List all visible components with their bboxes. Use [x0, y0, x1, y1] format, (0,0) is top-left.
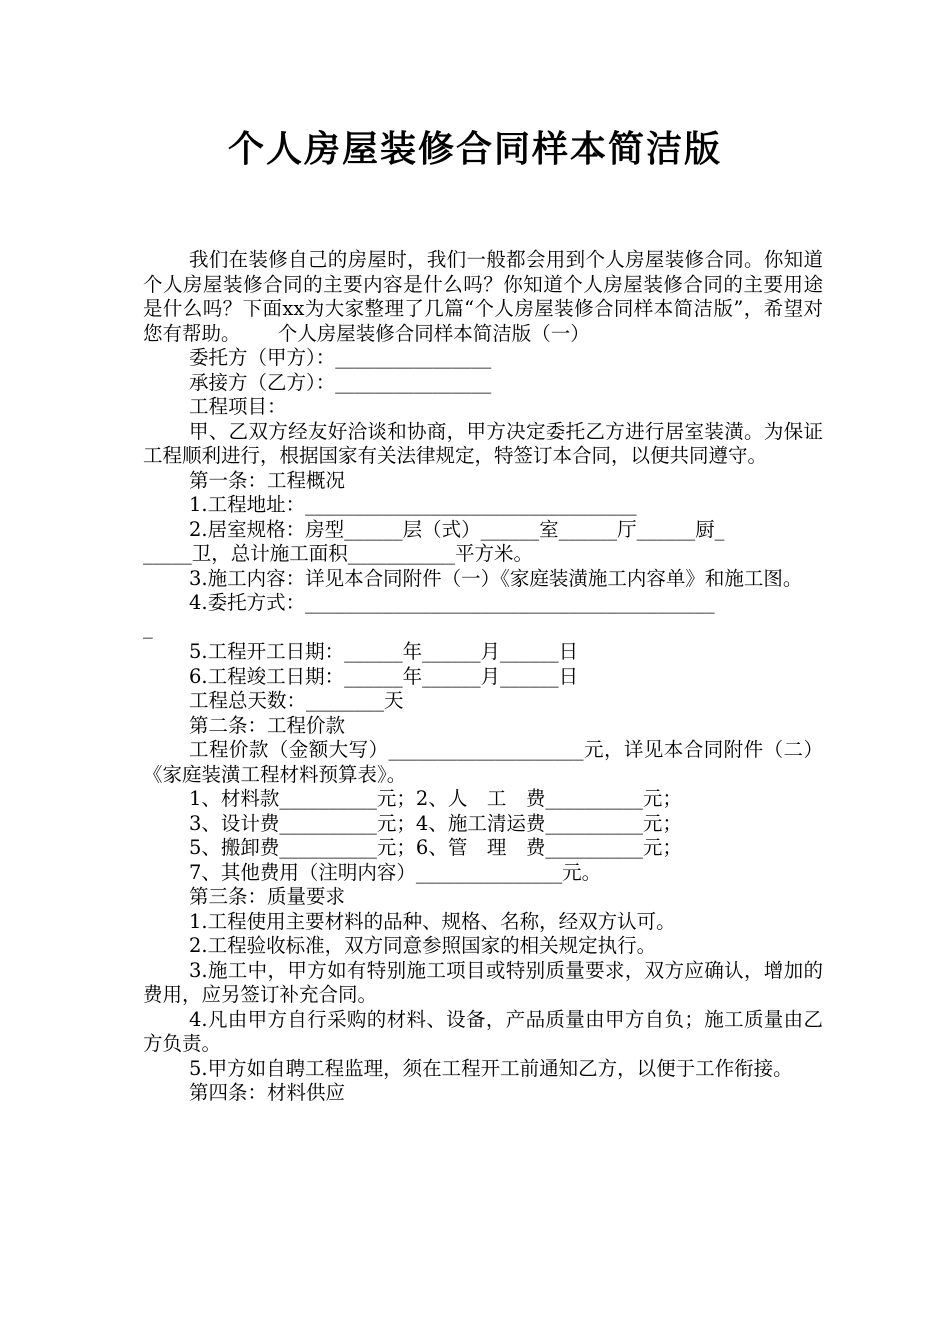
quality-item-1: 1.工程使用主要材料的品种、规格、名称，经双方认可。	[189, 909, 676, 933]
party-b-line: 承接方（乙方）：________________	[189, 370, 492, 394]
article-3-heading: 第三条：质量要求	[189, 885, 346, 908]
commission-mode-line: 4.委托方式：__________________________________________	[189, 591, 715, 614]
party-a-line: 委托方（甲方）：________________	[189, 346, 492, 369]
quality-item-5: 5.甲方如自聘工程监理，须在工程开工前通知乙方，以便于工作衔接。	[189, 1056, 793, 1080]
total-days-line: 工程总天数：________天	[189, 689, 404, 712]
fee-line-4: 7、其他费用（注明内容）_______________元。	[189, 860, 602, 884]
start-date-line: 5.工程开工日期：______年______月______日	[189, 640, 579, 663]
room-spec-line-2: _____卫，总计施工面积___________平方米。	[143, 542, 534, 565]
quality-item-3: 3.施工中，甲方如有特别施工项目或特别质量要求，双方应确认，增加的费用，应另签订补充合同。	[143, 958, 823, 1006]
room-spec-line-1: 2.居室规格：房型______层（式）______室______厅______厨_	[189, 517, 725, 541]
fee-line-1: 1、材料款__________元；2、人 工 费__________元；	[189, 787, 682, 810]
end-date-line: 6.工程竣工日期：______年______月______日	[189, 664, 579, 688]
document-body	[143, 248, 823, 1106]
project-address-line: 1.工程地址：__________________________________	[189, 493, 637, 516]
article-2-heading: 第二条：工程价款	[189, 713, 346, 737]
price-paragraph: 工程价款（金额大写）____________________元，详见本合同附件（二）《家庭装潢工程材料预算表》。	[143, 738, 823, 786]
negotiation-paragraph: 甲、乙双方经友好洽谈和协商，甲方决定委托乙方进行居室装潢。为保证工程顺利进行，根据国家有关法律规定，特签订本合同，以便共同遵守。	[143, 419, 823, 467]
intro-paragraph: 我们在装修自己的房屋时，我们一般都会用到个人房屋装修合同。你知道个人房屋装修合同的主要内容是什么吗？你知道个人房屋装修合同的主要用途是什么吗？下面xx为大家整理了几篇“个人房屋装修合同样本简洁版”，希望对您有帮助。 个人房屋装修合同样本简洁版（一）	[143, 248, 823, 345]
construction-content-paragraph: 3.施工内容：详见本合同附件（一）《家庭装潢施工内容单》和施工图。	[189, 566, 803, 590]
quality-item-2: 2.工程验收标准，双方同意参照国家的相关规定执行。	[189, 934, 657, 957]
fee-line-2: 3、设计费__________元；4、施工清运费__________元；	[189, 811, 682, 835]
project-line: 工程项目：	[189, 395, 287, 418]
article-4-heading: 第四条：材料供应	[189, 1081, 346, 1104]
document-title: 个人房屋装修合同样本简洁版	[227, 129, 722, 170]
quality-item-4: 4.凡由甲方自行采购的材料、设备，产品质量由甲方自负；施工质量由乙方负责。	[143, 1007, 823, 1055]
fee-line-3: 5、搬卸费__________元；6、管 理 费__________元；	[189, 836, 682, 859]
commission-mode-line-2: _	[143, 615, 153, 639]
article-1-heading: 第一条：工程概况	[189, 468, 346, 492]
